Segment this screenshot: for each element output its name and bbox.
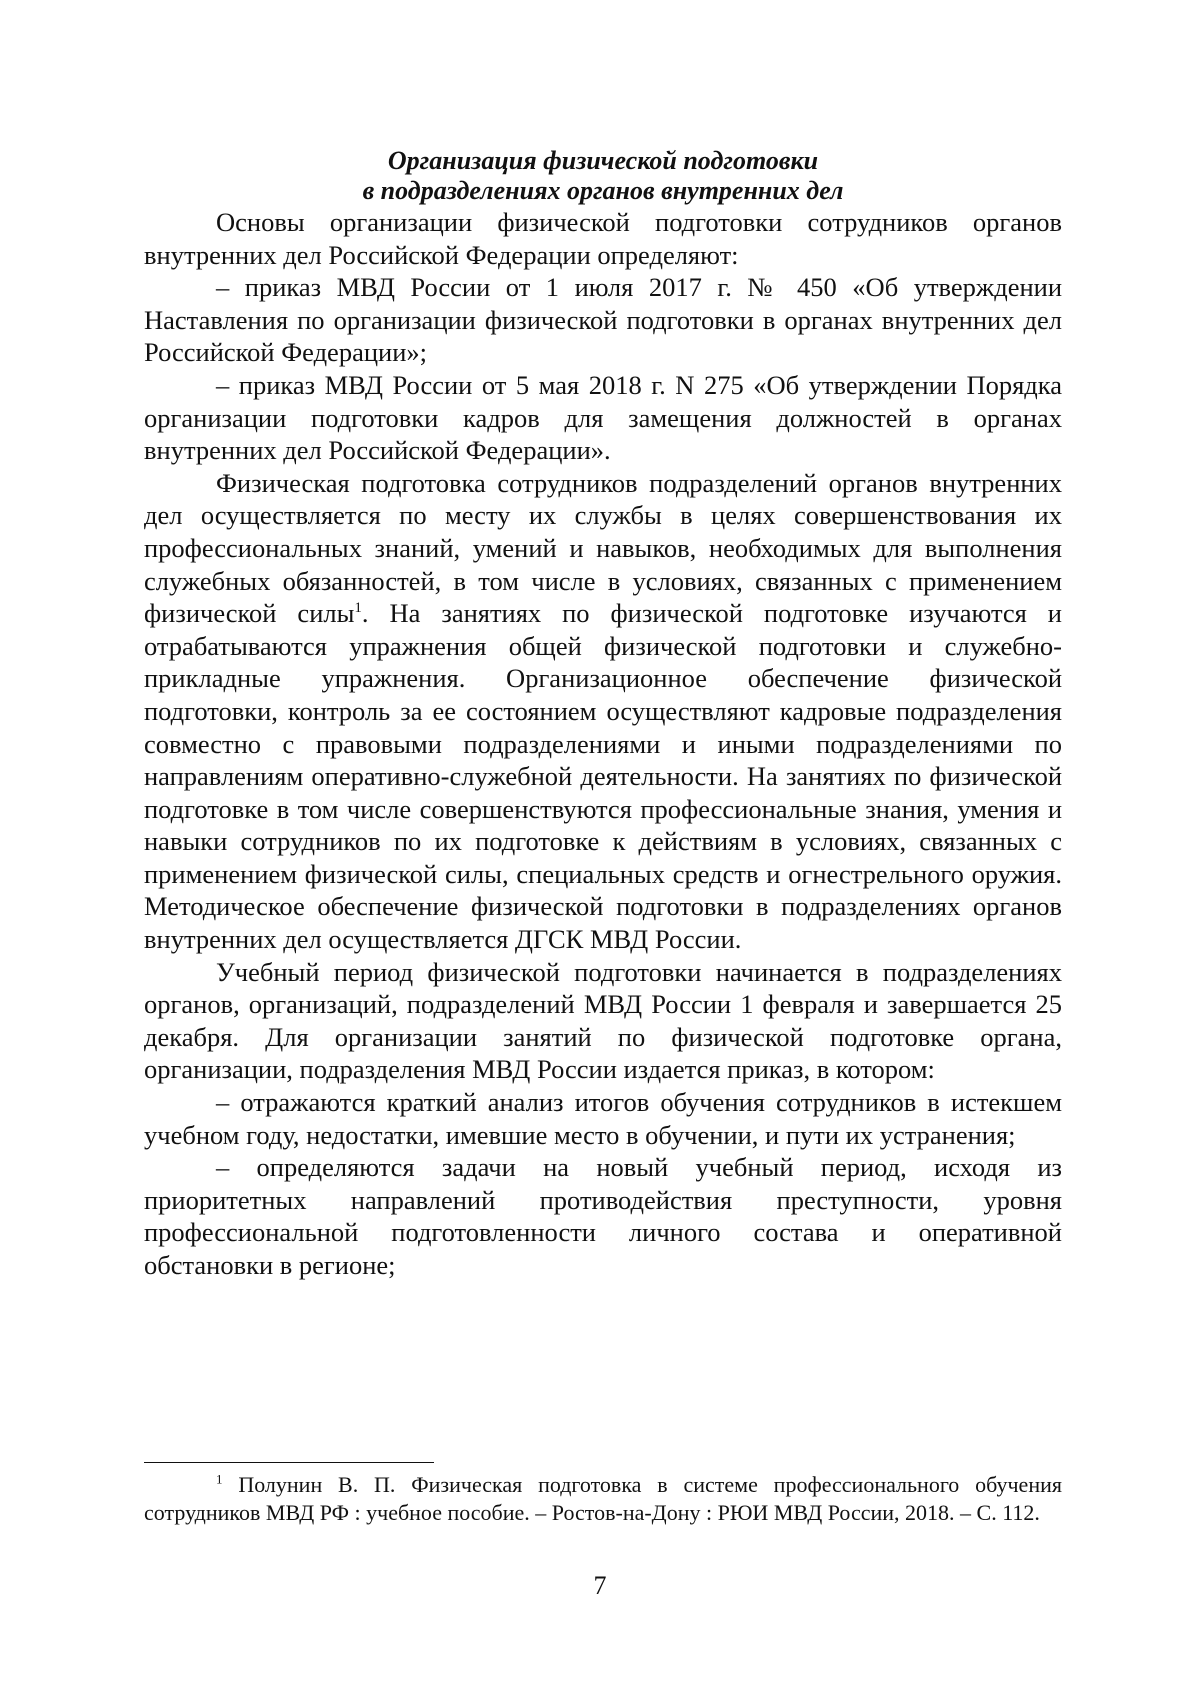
paragraph-text: Физическая подготовка сотрудников подразделений органов внутренних дел осуществляется по месту их службы в целях совершенствования их профессиональных знаний, умений и навыков, необходимых для выполнения служебных обязанностей, в том числе в условиях, связанных с применением физической силы <box>144 467 1062 629</box>
paragraph: – определяются задачи на новый учебный период, исходя из приоритетных направлений противодействия преступности, уровня профессиональной подготовленности личного состава и оперативной обстановки в регионе; <box>144 1152 1062 1280</box>
paragraph-with-footnote <box>144 467 1062 956</box>
paragraph: Учебный период физической подготовки начинается в подразделениях органов, организаций, подразделений МВД России 1 февраля и завершается 25 декабря. Для организации занятий по физической подготовке органа, организации, подразделения МВД России издается приказ, в котором: <box>144 956 1062 1085</box>
paragraph: Основы организации физической подготовки сотрудников органов внутренних дел Российской Федерации определяют: <box>144 207 1062 270</box>
footnote-marker: 1 <box>216 1471 223 1487</box>
paragraph: – приказ МВД России от 1 июля 2017 г. № 450 «Об утверждении Наставления по организации физической подготовки в органах внутренних дел Российской Федерации»; <box>144 272 1062 368</box>
paragraph: – отражаются краткий анализ итогов обучения сотрудников в истекшем учебном году, недостатки, имевшие место в обучении, и пути их устранения; <box>144 1087 1062 1150</box>
section-title-line-1: Организация физической подготовки <box>387 146 819 175</box>
section-title-line-2: в подразделениях органов внутренних дел <box>362 176 844 205</box>
paragraph-text: . На занятиях по физической подготовке изучаются и отрабатываются упражнения общей физической подготовки и служебно-прикладные упражнения. Организационное обеспечение физической подготовки, контроль за ее состоянием осуществляют кадровые подразделения совместно с правовыми подразделениями и иными подразделениями по направлениям оперативно-служебной деятельности. На занятиях по физической подготовке в том числе совершенствуются профессиональные знания, умения и навыки сотрудников по их подготовке к действиям в условиях, связанных с применением физической силы, специальных средств и огнестрельного оружия. Методическое обеспечение физической подготовки в подразделениях органов внутренних дел осуществляется ДГСК МВД России. <box>144 598 1062 955</box>
footnote-separator <box>144 1462 434 1463</box>
page-number: 7 <box>593 1571 607 1600</box>
footnote-text: Полунин В. П. Физическая подготовка в системе профессионального обучения сотрудников МВД РФ : учебное пособие. – Ростов-на-Дону : РЮИ МВД России, 2018. – С. 112. <box>144 1472 1062 1525</box>
main-text <box>144 146 1062 1282</box>
paragraph: – приказ МВД России от 5 мая 2018 г. N 275 «Об утверждении Порядка организации подготовки кадров для замещения должностей в органах внутренних дел Российской Федерации». <box>144 369 1062 466</box>
footnote <box>144 1471 1062 1526</box>
footnote-reference: 1 <box>354 600 362 617</box>
